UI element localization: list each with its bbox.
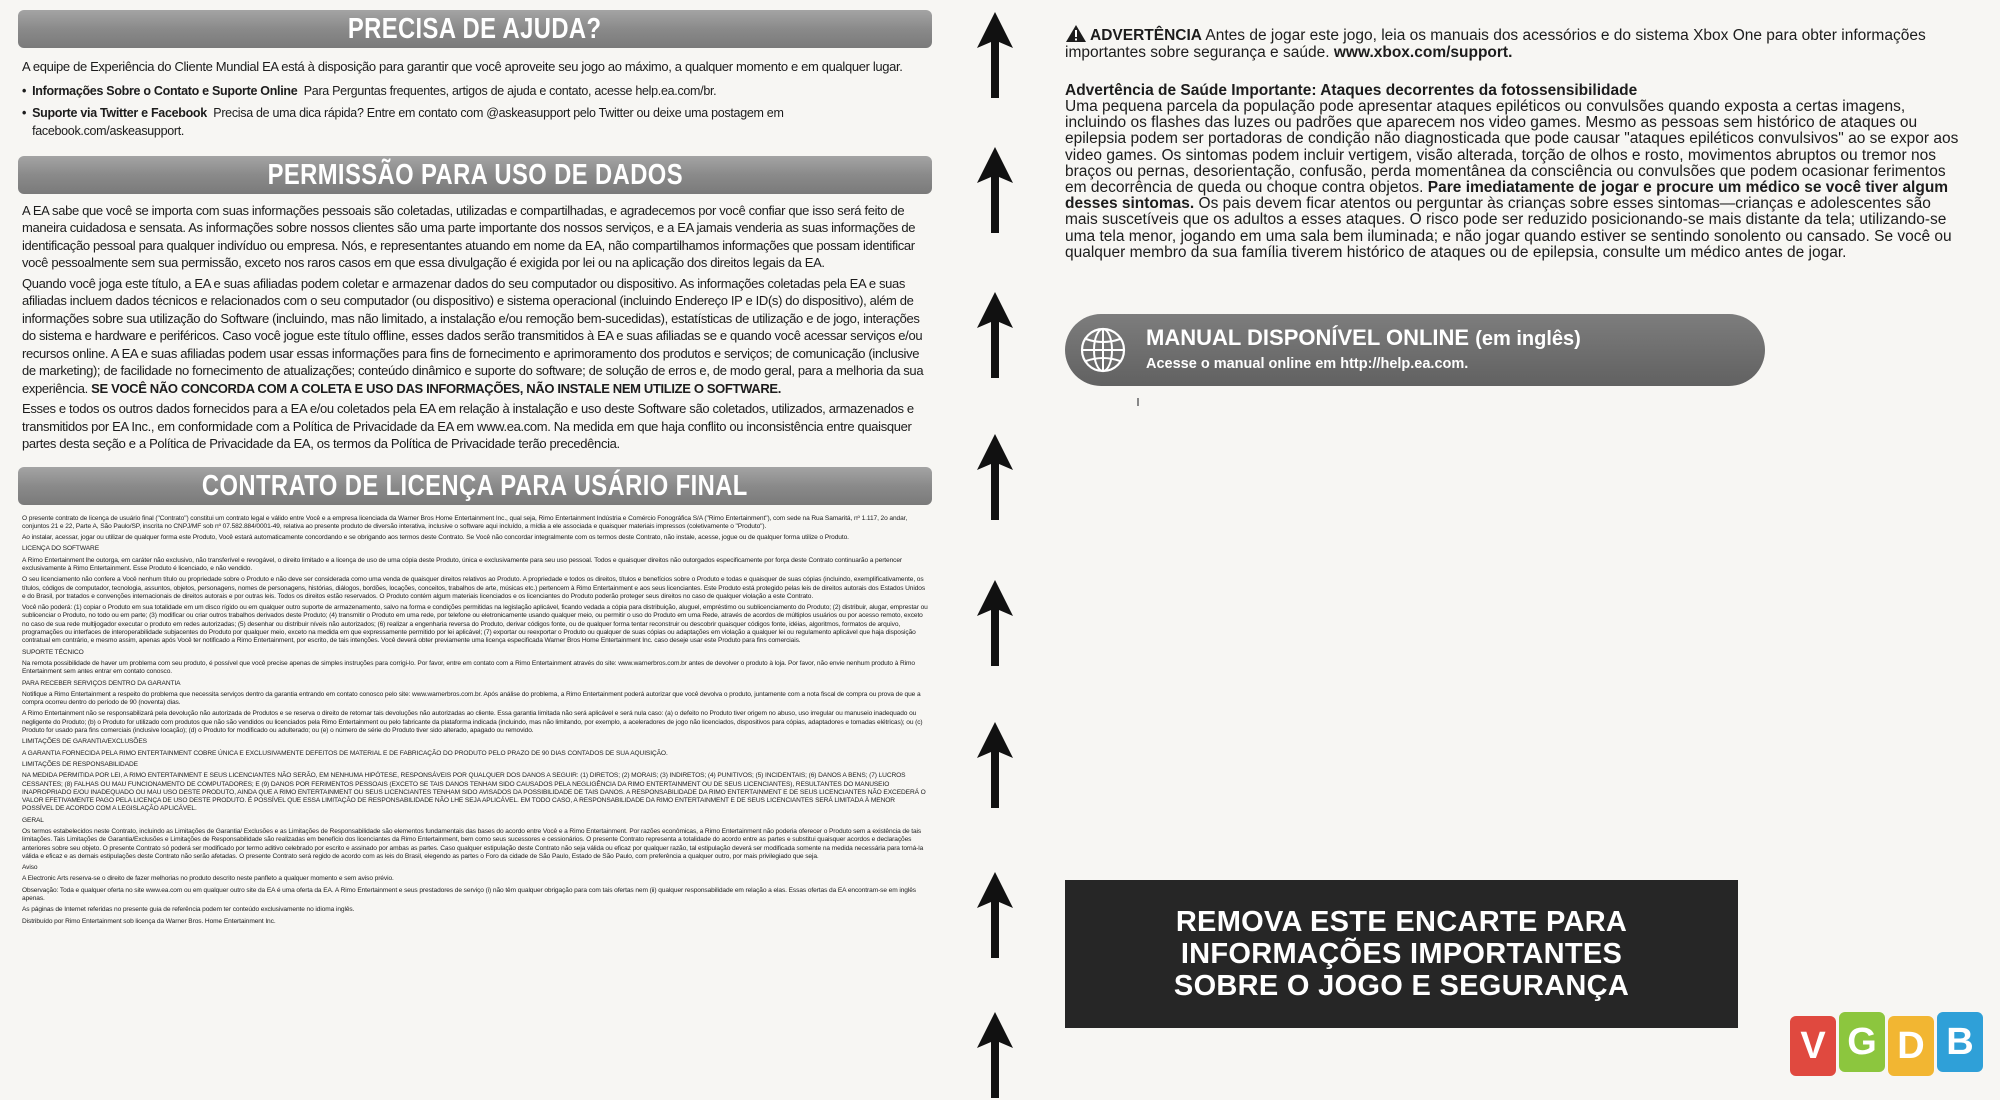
up-arrow-icon bbox=[975, 578, 1015, 668]
data-permission-title: PERMISSÃO PARA USO DE DADOS bbox=[267, 158, 683, 191]
remove-line-1: REMOVA ESTE ENCARTE PARA bbox=[1175, 906, 1628, 938]
data-permission-body bbox=[22, 202, 928, 453]
right-panel bbox=[1065, 24, 1965, 261]
eula-paragraph: Observação: Toda e qualquer oferta no site www.ea.com ou em qualquer outro site da EA é uma oferta da EA. A Rimo Entertainment e seus prestadores de serviço (i) não têm qualquer obrigação para com tais ofertas nem (ii) qualquer responsabilidade em relação a elas. Essas ofertas da EA encontram-se em inglês apenas. bbox=[22, 886, 917, 903]
health-text: Uma pequena parcela da população pode apresentar ataques epiléticos ou convulsões quando exposta a certas imagens, incluindo os flashes das luzes ou padrões que aparecem nos video games. Mesmo as pessoas sem histórico de ataques ou epilepsia podem ser portadoras de condição não diagnosticada que pode causar "ataques epiléticos convulsivos" ao se expor aos video games. Os sintomas podem incluir vertigem, visão alterada, torção de olhos e rosto, movimentos abruptos ou tremor nos braços ou pernas, desorientação, confusão, perda momentânea da consciência ou convulsões que podem ocasionar ferimentos em decorrência de queda ou choque contra objetos. Pare imediatamente de jogar e procure um médico se você tiver algum desses sintomas. Os pais devem ficar atentos ou perguntar às crianças sobre esses sintomas—crianças e adolescentes são mais suscetíveis que os adultos a esses ataques. O risco pode ser reduzido posicionando-se mais distante da tela; utilizando-se uma tela menor, jogando em uma sala bem iluminada; e não jogar quando estiver se sentindo sonolento ou cansado. Se você ou qualquer membro da sua família tiverem histórico de ataques ou de epilepsia, consulte um médico antes de jogar. bbox=[1065, 98, 1959, 261]
data-permission-p2: Quando você joga este título, a EA e suas afiliadas podem coletar e armazenar dados do seu computador ou dispositivo. As informações coletadas pela EA e suas afiliadas incluem dados técnicos e relacionados com o seu computador (ou dispositivo) e sistema operacional (incluindo Endereço IP e ID(s) do dispositivo), além de informações sobre sua utilização do Software (incluindo, mas não limitado, a instalação e/ou remoção bem-sucedidas), estatísticas de utilização e de jogo, interações do sistema e hardware e periféricos. Caso você jogue este título offline, esses dados serão transmitidos à EA e suas afiliadas se e quando você acessar serviços e/ou recursos online. A EA e suas afiliadas podem usar essas informações para fins de fornecimento e aprimoramento dos produtos e serviços; de comunicação (inclusive de marketing); de facilidade no fornecimento de atualizações; conteúdo dinâmico e suporte do software; de solução de erros e, de modo geral, para a melhoria da sua experiência. SE VOCÊ NÃO CONCORDA COM A COLETA E USO DAS INFORMAÇÕES, NÃO INSTALE NEM UTILIZE O SOFTWARE. bbox=[22, 275, 924, 396]
up-arrow-icon bbox=[975, 10, 1015, 100]
fold-mark bbox=[1137, 398, 1139, 406]
help-title: PRECISA DE AJUDA? bbox=[348, 13, 602, 45]
remove-insert-box bbox=[1065, 880, 1738, 1028]
up-arrow-icon bbox=[975, 145, 1015, 235]
remove-line-3: SOBRE O JOGO E SEGURANÇA bbox=[1173, 970, 1630, 1002]
vgdb-letter-tile: V bbox=[1790, 1016, 1836, 1076]
health-bold: Pare imediatamente de jogar e procure um médico se você tiver algum desses sintomas. bbox=[1065, 179, 1949, 213]
help-bullet-social-text: Precisa de uma dica rápida? Entre em contato com @askeasupport pelo Twitter ou deixe uma postagem em facebook.com/askeasupport. bbox=[32, 105, 784, 138]
up-arrow-icon bbox=[975, 432, 1015, 522]
eula-paragraph: Você não poderá: (1) copiar o Produto em sua totalidade em um disco rígido ou em qualquer outro suporte de armazenamento, salvo na forma e condições permitidas na legislação aplicável, ficando vedada a cópia para distribuição, aluguel, empréstimo ou sublicenciamento do Produto; (2) distribuir, alugar, emprestar ou sublicenciar o Produto, no todo ou em parte; (3) modificar ou criar outros trabalhos derivados deste Produto; (4) transmitir o Produto em uma rede, por telefone ou eletronicamente usando qualquer meio, ou permitir o uso do Produto em uma Rede, através de acordos de múltiplos usuários ou por acesso remoto, exceto no caso de sua rede multijogador executar o produto em redes autorizadas; (5) desenhar ou distribuir níveis não autorizados; (6) realizar a engenharia reversa do Produto, derivar códigos fonte, ou de qualquer forma tentar reconstruir ou descobrir quaisquer códigos fonte, idéias, algoritmos, formatos de arquivo, programações ou interfaces de interoperabilidade subjacentes do Produto por qualquer meio, exceto na medida em que expressamente permitido por lei aplicável; (7) exportar ou reexportar o Produto ou qualquer de suas cópias ou adaptações em violação a qualquer lei ou regulamento aplicável que haja disposição contratual em contrário, e mesmo assim, apenas após Você ter notificado a Rimo Entertainment, por escrito, de tais intenções. Você deverá obter previamente uma licença especificada Warner Bros Home Entertainment Inc. caso deseje usar este Produto para fins comerciais. bbox=[22, 604, 928, 645]
eula-body bbox=[22, 515, 928, 926]
manual-title-lang: (em inglês) bbox=[1475, 328, 1581, 350]
eula-paragraph: NA MEDIDA PERMITIDA POR LEI, A RIMO ENTERTAINMENT E SEUS LICENCIANTES NÃO SERÃO, EM NENHUMA HIPÓTESE, RESPONSÁVEIS POR QUALQUER DOS DANOS A SEGUIR: (1) DIRETOS; (2) MORAIS; (3) INDIRETOS; (4) PUNITIVOS; (5) INCIDENTAIS; (6) DANOS A BENS; (7) LUCROS CESSANTES; (8) FALHAS OU MAU FUNCIONAMENTO DE COMPUTADORES; E (9) DANOS POR FERIMENTOS PESSOAIS (EXCETO SE TAIS DANOS TENHAM SIDO CAUSADOS PELA NEGLIGÊNCIA DA RIMO ENTERTAINMENT OU DE SEUS LICENCIANTES), RESULTANTES DO MANUSEIO INAPROPRIADO E/OU INADEQUADO OU MAU USO DESTE PRODUTO, AINDA QUE A RIMO ENTERTAINMENT OU SEUS LICENCIANTES TENHAM SIDO AVISADOS DA POSSIBILIDADE DE TAIS DANOS. A RESPONSABILIDADE DA RIMO ENTERTAINMENT E DE SEUS LICENCIANTES NÃO EXCEDERÁ O VALOR EFETIVAMENTE PAGO PELA LICENÇA DE USO DESTE PRODUTO. É POSSÍVEL QUE ESSA LIMITAÇÃO DE RESPONSABILIDADE NÃO LHE SEJA APLICÁVEL. EM TODO CASO, A RESPONSABILIDADE DA RIMO ENTERTAINMENT E DE SEUS LICENCIANTES SERÁ LIMITADA À MENOR POSSÍVEL DE ACORDO COM A LEGISLAÇÃO APLICÁVEL. bbox=[22, 772, 926, 813]
vgdb-watermark bbox=[1790, 1012, 1990, 1078]
vgdb-letter-tile: D bbox=[1888, 1016, 1934, 1076]
eula-paragraph: PARA RECEBER SERVIÇOS DENTRO DA GARANTIA bbox=[22, 679, 181, 687]
vgdb-letter-tile: B bbox=[1937, 1012, 1983, 1072]
eula-title: CONTRATO DE LICENÇA PARA USÁRIO FINAL bbox=[202, 469, 748, 502]
manual-subtitle: Acesse o manual online em http://help.ea.com. bbox=[1146, 356, 1469, 372]
eula-paragraph: Na remota possibilidade de haver um problema com seu produto, é possível que você precise apenas de simples instruções para corrigi-lo. Por favor, entre em contato com a Rimo Entertainment através do site: www.warnerbros.com.br antes de devolver o produto à loja. Por favor, não envie nenhum produto à Rimo Entertainment sem antes entrar em contato conosco. bbox=[22, 659, 916, 676]
eula-paragraph: LICENÇA DO SOFTWARE bbox=[22, 545, 99, 553]
eula-paragraph: Os termos estabelecidos neste Contrato, incluindo as Limitações de Garantia/ Exclusões e as Limitações de Responsabilidade são elementos fundamentais das bases do acordo entre Você e a Rimo Entertainment. Por razões econômicas, a Rimo Entertainment não poderia oferecer o Produto sem a existência de tais limitações. Tais Limitações de Garantia/Exclusões e Limitações de Responsabilidade são realizadas em benefício dos licenciantes da Rimo Entertainment, bem como seus sucessores e cessionários. O presente Contrato representa a totalidade do acordo entre as partes e substitui quaisquer acordos e declarações anteriores sobre seu objeto. O presente Contrato só poderá ser modificado por termo aditivo celebrado por escrito e assinado por ambas as partes. Caso qualquer estipulação deste Contrato não seja válida ou eficaz por qualquer razão, tal estipulação deverá ser modificada somente na medida necessária para torná-la válida e eficaz e as demais estipulações deste Contrato não serão afetadas. O presente Contrato será regido de acordo com as leis do Brasil, elegendo as partes o Foro da cidade de São Paulo, Estado de São Paulo, com preferência a qualquer outro, por mais privilegiado que seja. bbox=[22, 828, 924, 860]
globe-icon bbox=[1079, 326, 1127, 374]
remove-line-2: INFORMAÇÕES IMPORTANTES bbox=[1180, 938, 1623, 970]
help-banner bbox=[18, 10, 932, 48]
xbox-warning bbox=[1065, 24, 1965, 61]
eula-paragraph: Ao instalar, acessar, jogar ou utilizar de qualquer forma este Produto, Você estará automaticamente concordando e se obrigando aos termos deste Contrato. Se Você não concordar integralmente com os termos deste Contrato, não instale, acesse, jogue ou de qualquer forma utilize o Produto. bbox=[22, 534, 849, 542]
help-bullet-contact: • Informações Sobre o Contato e Suporte Online Para Perguntas frequentes, artigos de ajuda e contato, acesse help.ea.com/br. bbox=[22, 83, 717, 98]
data-permission-banner bbox=[18, 156, 932, 194]
eula-paragraph: LIMITAÇÕES DE GARANTIA/EXCLUSÕES bbox=[22, 738, 147, 746]
warning-url: www.xbox.com/support. bbox=[1333, 44, 1513, 61]
help-bullet-social: • Suporte via Twitter e Facebook Precisa de uma dica rápida? Entre em contato com @askeasupport pelo Twitter ou deixe uma postagem em facebook.com/askeasupport. bbox=[22, 105, 784, 138]
up-arrow-icon bbox=[975, 720, 1015, 810]
eula-paragraph: Notifique a Rimo Entertainment a respeito do problema que necessita serviços dentro da garantia entrando em contato conosco pelo site: www.warnerbros.com.br. Após análise do problema, a Rimo Entertainment poderá autorizar que você devolva o produto, juntamente com a nota fiscal de compra ou prova de que a compra ocorreu dentro do período de 90 (noventa) dias. bbox=[22, 690, 921, 707]
eula-paragraph: SUPORTE TÉCNICO bbox=[22, 648, 84, 656]
manual-online-banner bbox=[1065, 314, 1765, 386]
eula-banner bbox=[18, 467, 932, 505]
up-arrow-icon bbox=[975, 290, 1015, 380]
eula-paragraph: O presente contrato de licença de usuário final ("Contrato") constitui um contrato legal e válido entre Você e a empresa licenciada da Warner Bros Home Entertainment Inc., qual seja, Rimo Entertainment Indústria e Comércio Fonográfica S/A ("Rimo Entertainment"), com sede na Rua Samaritá, nº 1.117, 2o andar, conjuntos 21 e 22, Parte A, São Paulo/SP, inscrita no CNPJ/MF sob nº 07.582.884/0001-49, relativa ao presente produto de diversão interativa, inclusive o software aqui incluído, a mídia a ele associada e quaisquer materiais impressos (coletivamente o "Produto"). bbox=[22, 514, 908, 530]
eula-paragraph: GERAL bbox=[22, 816, 44, 824]
help-bullet-contact-title: Informações Sobre o Contato e Suporte Online bbox=[32, 83, 298, 98]
warning-icon bbox=[1065, 24, 1087, 43]
eula-paragraph: Aviso bbox=[22, 864, 38, 872]
eula-paragraph: Distribuído por Rimo Entertainment sob licença da Warner Bros. Home Entertainment Inc. bbox=[22, 917, 276, 925]
warning-text: Antes de jogar este jogo, leia os manuais dos acessórios e do sistema Xbox One para obter informações importantes sobre segurança e saúde. bbox=[1065, 27, 1926, 61]
health-title: Advertência de Saúde Importante: Ataques decorrentes da fotossensibilidade bbox=[1065, 82, 1638, 99]
vgdb-letter-tile: G bbox=[1839, 1012, 1885, 1072]
fold-arrows bbox=[975, 0, 1015, 1100]
help-bullet-contact-text: Para Perguntas frequentes, artigos de ajuda e contato, acesse help.ea.com/br. bbox=[303, 83, 717, 98]
eula-paragraph: O seu licenciamento não confere a Você nenhum título ou propriedade sobre o Produto e não deve ser considerada como uma venda de quaisquer direitos relativos ao Produto. A propriedade e todos os direitos, títulos e benefícios sobre o Produto e todas e quaisquer de suas cópias (incluindo, exemplificativamente, os títulos, códigos de computador, tecnologia, assuntos, objetos, personagens, nomes de personagens, histórias, diálogos, bordões, locações, conceitos, trabalhos de arte, músicas etc.) pertencem à Rimo Entertainment e aos seus licenciantes. Este Produto está protegido pelas leis de direitos autorais dos Estados Unidos e do Brasil, por tratados e convenções internacionais de direitos autorais e por outras leis. Todos os direitos estão reservados. O Produto contém algum materiais licenciados e os licenciantes do Produto poderão proteger seus direitos no caso de qualquer violação a este Contrato. bbox=[22, 576, 926, 600]
eula-paragraph: LIMITAÇÕES DE RESPONSABILIDADE bbox=[22, 760, 138, 768]
help-bullet-social-title: Suporte via Twitter e Facebook bbox=[32, 105, 207, 120]
data-permission-consent: SE VOCÊ NÃO CONCORDA COM A COLETA E USO DAS INFORMAÇÕES, NÃO INSTALE NEM UTILIZE O SOFTWARE. bbox=[91, 380, 781, 396]
warning-label: ADVERTÊNCIA bbox=[1090, 27, 1202, 44]
data-permission-p3: Esses e todos os outros dados fornecidos para a EA e/ou coletados pela EA em relação à instalação e uso deste Software são coletados, utilizados, armazenados e transmitidos por EA Inc., em conformidade com a Política de Privacidade da EA em www.ea.com. Na medida em que haja conflito ou inconsistência entre quaisquer partes desta seção e a Política de Privacidade da EA, os termos da Política de Privacidade terão precedência. bbox=[22, 401, 914, 451]
up-arrow-icon bbox=[975, 1010, 1015, 1100]
eula-paragraph: A Rimo Entertainment não se responsabilizará pela devolução não autorizada de Produtos e se reserva o direito de retornar tais devoluções não autorizadas ao cliente. Essa garantia limitada não será aplicável e será nula caso: (a) o defeito no Produto tiver origem no abuso, uso irregular ou manuseio inadequado ou negligente do Produto; (b) o Produto for utilizado com produtos que não são vendidos ou licenciados pela Rimo Entertainment ou pelo fabricante da plataforma indicada (incluindo, mas não limitando, por exemplo, a aceleradores de jogo não licenciados, dispositivos para cópias, adaptadores e tomadas elétricas); ou (c) Produto for usado para fins comerciais (inclusive locação); (d) o Produto for modificado ou adulterado; ou (e) o número de série do Produto tiver sido alterado, apagado ou removido. bbox=[22, 710, 923, 735]
eula-paragraph: A GARANTIA FORNECIDA PELA RIMO ENTERTAINMENT COBRE ÚNICA E EXCLUSIVAMENTE DEFEITOS DE MATERIAL E DE FABRICAÇÃO DO PRODUTO PELO PRAZO DE 90 DIAS CONTADOS DE SUA AQUISIÇÃO. bbox=[22, 749, 668, 757]
eula-paragraph: As páginas de Internet referidas no presente guia de referência podem ter conteúdo exclusivamente no idioma inglês. bbox=[22, 906, 355, 914]
eula-paragraph: A Electronic Arts reserva-se o direito de fazer melhorias no produto descrito neste panfleto a qualquer momento e sem aviso prévio. bbox=[22, 875, 394, 883]
data-permission-p1: A EA sabe que você se importa com suas informações pessoais são coletadas, utilizadas e compartilhadas, e agradecemos por você confiar que isso será feito de maneira cuidadosa e sensata. As informações sobre nossos clientes são uma parte importante dos nossos serviços, e a EA jamais venderia as suas informações de identificação pessoal para qualquer indivíduo ou empresa. Nós, e representantes atuando em nome da EA, não compartilhamos informações que possam identificar você pessoalmente sem sua permissão, exceto nos raros casos em que essa divulgação é exigida por lei ou na aplicação dos direitos legais da EA. bbox=[22, 202, 916, 270]
up-arrow-icon bbox=[975, 870, 1015, 960]
left-panel bbox=[18, 10, 932, 1095]
help-intro: A equipe de Experiência do Cliente Mundial EA está à disposição para garantir que você aproveite seu jogo ao máximo, a qualquer momento e em qualquer lugar. bbox=[22, 59, 903, 74]
manual-title: MANUAL DISPONÍVEL ONLINE (em inglês) bbox=[1146, 325, 1581, 350]
eula-paragraph: A Rimo Entertainment lhe outorga, em caráter não exclusivo, não transferível e revogável, o direito limitado e a licença de uso de uma cópia deste Produto, única e exclusivamente para seu uso pessoal. Todos e quaisquer direitos não outorgados especificamente por força deste Contrato continuarão a pertencer exclusivamente à Rimo Entertainment. Esse Produto é licenciado, e não vendido. bbox=[22, 556, 903, 572]
